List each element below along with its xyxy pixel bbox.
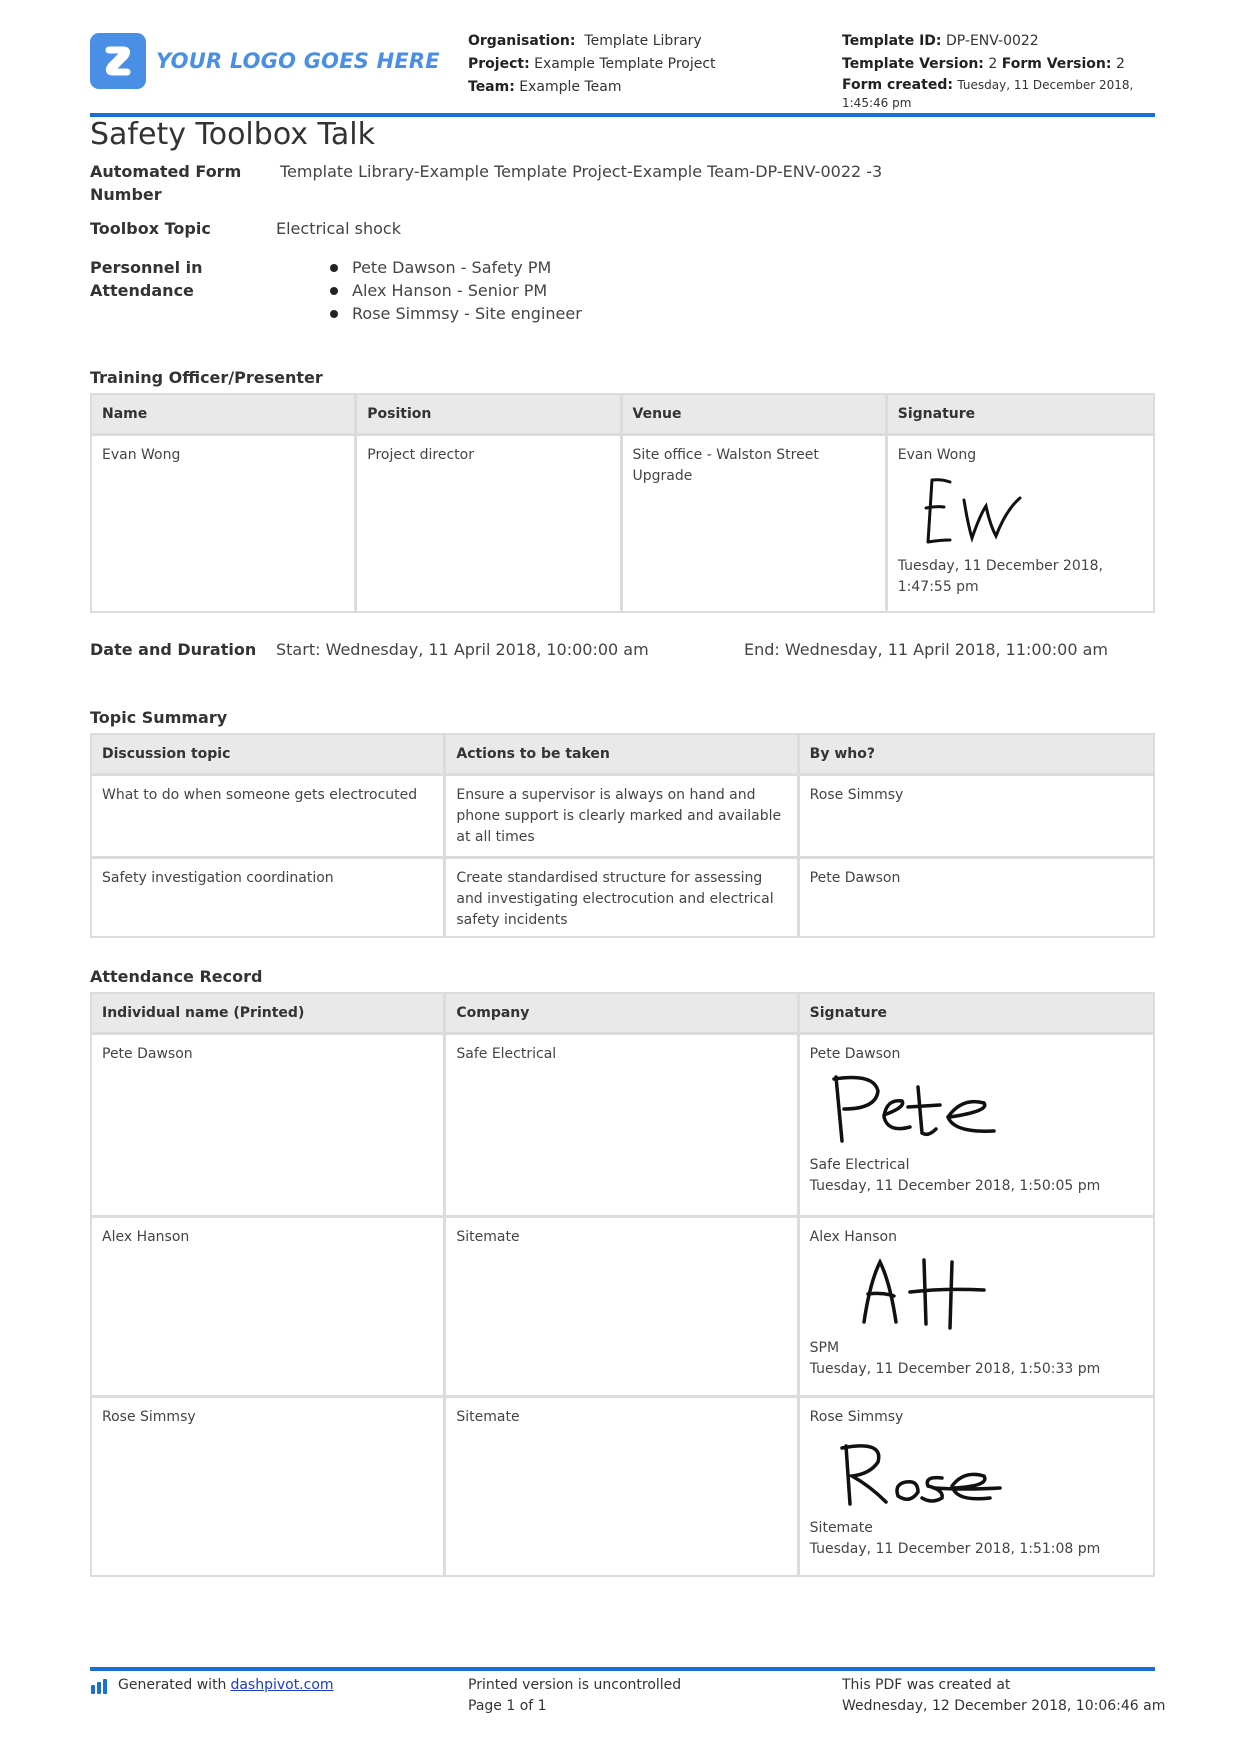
column-header: By who? <box>800 735 1153 776</box>
table-row <box>92 776 1153 856</box>
date-duration-label: Date and Duration <box>90 640 257 659</box>
document-header <box>90 30 1155 114</box>
signature-note: SPM <box>809 1340 840 1356</box>
presenter-venue: Site office - Walston Street Upgrade <box>623 436 888 611</box>
created-at-label: This PDF was created at <box>842 1677 1011 1693</box>
personnel-label: Personnel in Attendance <box>90 258 203 300</box>
bullet-icon <box>330 264 338 272</box>
action-text: Ensure a supervisor is always on hand and phone support is clearly marked and available at all times <box>446 776 799 856</box>
attendance-title: Attendance Record <box>90 967 263 986</box>
column-header: Discussion topic <box>92 735 446 776</box>
organisation-value: Template Library <box>584 33 702 49</box>
logo-mark-icon <box>90 33 146 89</box>
generated-with <box>90 1675 334 1696</box>
column-header: Venue <box>623 395 888 436</box>
form-created-value: Tuesday, 11 December 2018, 1:45:46 pm <box>842 78 1134 110</box>
team-value: Example Team <box>519 79 622 95</box>
signature-note: Safe Electrical <box>809 1157 910 1173</box>
page-number: Page 1 of 1 <box>468 1698 547 1714</box>
form-number-value: Template Library-Example Template Project-Example Team-DP-ENV-0022 -3 <box>280 162 883 181</box>
personnel-list <box>330 256 582 325</box>
signature-time: Tuesday, 11 December 2018, 1:50:33 pm <box>809 1361 1101 1377</box>
signature-time: Tuesday, 11 December 2018, 1:47:55 pm <box>897 558 1103 595</box>
attendee-signature-cell <box>800 1035 1153 1215</box>
header-template-info <box>842 30 1162 112</box>
signature-image <box>814 1252 1014 1332</box>
bullet-icon <box>330 310 338 318</box>
column-header: Signature <box>888 395 1153 436</box>
presenter-name: Evan Wong <box>92 436 357 611</box>
attendance-table <box>90 992 1155 1577</box>
template-id-value: DP-ENV-0022 <box>945 33 1039 49</box>
responsible-person: Pete Dawson <box>800 856 1153 936</box>
dashpivot-icon <box>90 1677 112 1695</box>
column-header: Individual name (Printed) <box>92 994 446 1035</box>
page-title: Safety Toolbox Talk <box>90 117 375 152</box>
personnel-item: Rose Simmsy - Site engineer <box>352 304 582 323</box>
list-item <box>330 279 582 302</box>
signature-image <box>814 1069 1014 1149</box>
personnel-item: Pete Dawson - Safety PM <box>352 258 552 277</box>
table-header-row <box>92 735 1153 776</box>
footer-created-info <box>842 1675 1165 1717</box>
responsible-person: Rose Simmsy <box>809 787 904 803</box>
company-logo <box>90 32 440 90</box>
form-version-label: Form Version: <box>1001 56 1112 72</box>
header-project-info <box>468 30 808 99</box>
table-header-row <box>92 395 1153 436</box>
action-text: Create standardised structure for assessing and investigating electrocution and electrical safety incidents <box>446 856 799 936</box>
form-created-label: Form created: <box>842 77 953 93</box>
attendee-name: Pete Dawson <box>92 1035 446 1215</box>
footer-divider <box>90 1667 1155 1671</box>
template-id-label: Template ID: <box>842 33 942 49</box>
signature-time: Tuesday, 11 December 2018, 1:50:05 pm <box>809 1178 1101 1194</box>
signature-image <box>902 470 1032 550</box>
attendee-company: Sitemate <box>446 1215 799 1395</box>
signature-image <box>814 1432 1014 1512</box>
table-row <box>92 856 1153 936</box>
attendee-signature-cell <box>800 1215 1153 1395</box>
topic-summary-table <box>90 733 1155 938</box>
template-version-value: 2 <box>988 56 998 72</box>
team-label: Team: <box>468 79 515 95</box>
attendee-name: Rose Simmsy <box>92 1395 446 1575</box>
personnel-item: Alex Hanson - Senior PM <box>352 281 548 300</box>
form-version-value: 2 <box>1115 56 1125 72</box>
uncontrolled-notice: Printed version is uncontrolled <box>468 1677 682 1693</box>
toolbox-topic-value: Electrical shock <box>276 219 401 238</box>
signature-name: Evan Wong <box>897 447 977 463</box>
signature-time: Tuesday, 11 December 2018, 1:51:08 pm <box>809 1541 1101 1557</box>
project-label: Project: <box>468 56 530 72</box>
column-header: Signature <box>800 994 1153 1035</box>
column-header: Position <box>357 395 622 436</box>
signature-name: Rose Simmsy <box>809 1409 904 1425</box>
project-value: Example Template Project <box>534 56 716 72</box>
presenter-position: Project director <box>357 436 622 611</box>
discussion-topic: What to do when someone gets electrocuted <box>92 776 446 856</box>
discussion-topic: Safety investigation coordination <box>92 856 446 936</box>
generated-with-label: Generated with <box>118 1677 227 1693</box>
signature-name: Pete Dawson <box>809 1046 901 1062</box>
list-item <box>330 256 582 279</box>
bullet-icon <box>330 287 338 295</box>
form-number-label: Automated Form Number <box>90 162 242 204</box>
logo-text: YOUR LOGO GOES HERE <box>156 49 440 73</box>
document-page <box>90 0 1166 1754</box>
toolbox-topic-label: Toolbox Topic <box>90 219 211 238</box>
attendee-company: Safe Electrical <box>446 1035 799 1215</box>
attendee-signature-cell <box>800 1395 1153 1575</box>
attendee-name: Alex Hanson <box>92 1215 446 1395</box>
signature-note: Sitemate <box>809 1520 873 1536</box>
table-header-row <box>92 994 1153 1035</box>
footer-page-info <box>468 1675 681 1717</box>
start-time: Start: Wednesday, 11 April 2018, 10:00:00 am <box>276 640 649 659</box>
topic-summary-title: Topic Summary <box>90 708 228 727</box>
signature-name: Alex Hanson <box>809 1229 897 1245</box>
created-at-value: Wednesday, 12 December 2018, 10:06:46 am <box>842 1698 1166 1714</box>
table-row <box>92 436 1153 611</box>
template-version-label: Template Version: <box>842 56 984 72</box>
table-row <box>92 1215 1153 1395</box>
training-section-title: Training Officer/Presenter <box>90 368 323 387</box>
dashpivot-link[interactable]: dashpivot.com <box>230 1677 334 1693</box>
organisation-label: Organisation: <box>468 33 576 49</box>
table-row <box>92 1035 1153 1215</box>
column-header: Company <box>446 994 799 1035</box>
column-header: Name <box>92 395 357 436</box>
end-time: End: Wednesday, 11 April 2018, 11:00:00 am <box>744 640 1109 659</box>
presenter-signature-cell <box>888 436 1153 611</box>
table-row <box>92 1395 1153 1575</box>
list-item <box>330 302 582 325</box>
attendee-company: Sitemate <box>446 1395 799 1575</box>
training-table <box>90 393 1155 613</box>
column-header: Actions to be taken <box>446 735 799 776</box>
